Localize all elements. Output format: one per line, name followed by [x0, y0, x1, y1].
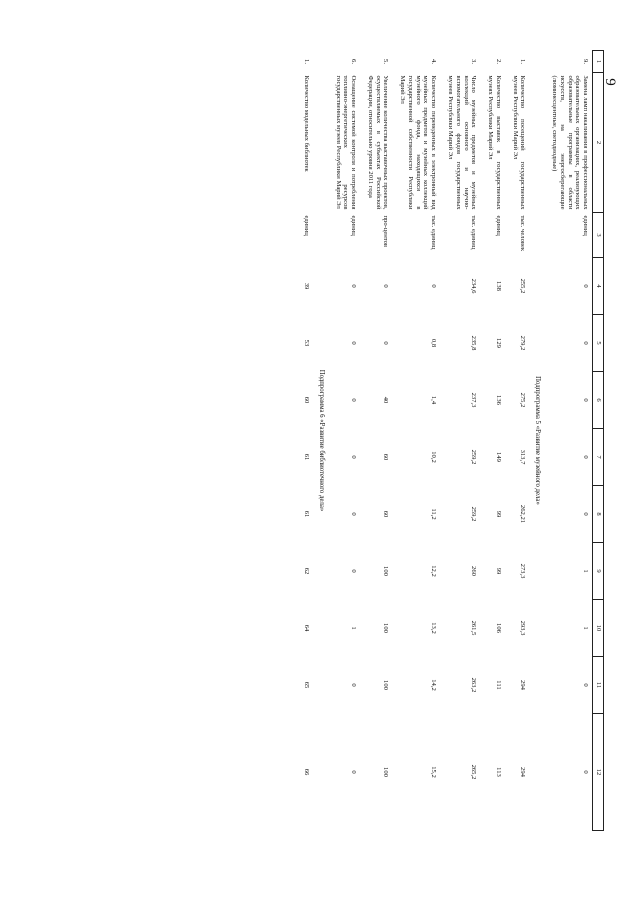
indicators-table	[296, 50, 604, 831]
value-cell: 0	[382, 341, 390, 345]
column-header-1: 1	[593, 51, 604, 73]
row-number: 1.	[302, 59, 310, 64]
value-cell: 13,2	[430, 622, 438, 634]
value-cell: 100	[382, 767, 390, 777]
unit-of-measure: единиц	[350, 215, 358, 236]
value-cell: 0	[430, 284, 438, 288]
row-number: 6.	[350, 59, 358, 64]
value-cell: 0	[582, 398, 590, 402]
value-cell: 259,2	[470, 449, 478, 465]
value-cell: 100	[382, 680, 390, 690]
column-header-12: 12	[593, 714, 604, 831]
value-cell: 53	[302, 339, 310, 347]
unit-of-measure: единиц	[582, 215, 590, 236]
table-row	[328, 51, 360, 831]
table-row	[296, 51, 313, 831]
value-cell: 275,2	[519, 392, 527, 408]
value-cell: 11,2	[430, 508, 438, 520]
column-header-11: 11	[593, 657, 604, 714]
indicator-name: Количество переведенных в электронный вид музейных предметов и музейных коллекций музейного фонда, находящихся в государственной собственности Республики Марий Эл	[399, 75, 438, 210]
column-header-10: 10	[593, 600, 604, 657]
value-cell: 263,2	[470, 677, 478, 693]
value-cell: 1	[350, 626, 358, 630]
value-cell: 260	[470, 566, 478, 576]
table-body	[296, 51, 593, 831]
indicator-name: Число музейных предметов и музейных коллекций основного и научно-вспомогательного фондов государственных музеев Республики Марий Эл	[447, 75, 478, 210]
value-cell: 100	[382, 566, 390, 576]
value-cell: 129	[494, 338, 502, 348]
column-header-6: 6	[593, 372, 604, 429]
indicator-name: Количество модельных библиотек	[302, 75, 310, 172]
table-row	[544, 51, 592, 831]
section-title-row	[313, 51, 328, 831]
value-cell: 14,2	[430, 679, 438, 691]
value-cell: 99	[494, 510, 502, 518]
value-cell: 111	[494, 680, 502, 690]
value-cell: 235,8	[470, 335, 478, 351]
value-cell: 0	[582, 770, 590, 774]
row-number: 9.	[582, 59, 590, 64]
unit-of-measure: тыс. человек	[519, 215, 527, 252]
rotated-table-frame	[114, 50, 604, 830]
value-cell: 279,2	[519, 335, 527, 351]
value-cell: 106	[494, 623, 502, 633]
unit-of-measure: единиц	[302, 215, 310, 236]
value-cell: 61	[302, 510, 310, 518]
value-cell: 15,2	[430, 766, 438, 778]
value-cell: 12,2	[430, 565, 438, 577]
page-number: 9	[602, 78, 618, 86]
value-cell: 237,3	[470, 392, 478, 408]
value-cell: 60	[382, 453, 390, 461]
value-cell: 0	[582, 683, 590, 687]
value-cell: 10,2	[430, 451, 438, 463]
row-number: 5.	[382, 59, 390, 64]
unit-of-measure: единиц	[494, 215, 502, 236]
value-cell: 1	[582, 569, 590, 573]
value-cell: 39	[302, 282, 310, 290]
value-cell: 0	[582, 512, 590, 516]
table-row	[440, 51, 480, 831]
value-cell: 0	[350, 284, 358, 288]
value-cell: 1,4	[430, 395, 438, 405]
indicator-name: Количество выставок в государственных музеях Республики Марий Эл	[487, 75, 502, 210]
value-cell: 259,2	[470, 506, 478, 522]
value-cell: 261,5	[470, 620, 478, 636]
value-cell: 60	[382, 510, 390, 518]
table-row	[505, 51, 530, 831]
value-cell: 65	[302, 681, 310, 689]
table-row	[480, 51, 505, 831]
value-cell: 113	[494, 767, 502, 777]
value-cell: 234,6	[470, 278, 478, 294]
value-cell: 313,7	[519, 449, 527, 465]
table-row	[392, 51, 440, 831]
value-cell: 255,2	[519, 278, 527, 294]
value-cell: 61	[302, 453, 310, 461]
indicator-name: Увеличение количества выставочных проектов, осуществляемых в субъектах Российской Федерации, относительно уровня 2011 года	[366, 75, 390, 210]
value-cell: 40	[382, 396, 390, 404]
column-header-3: 3	[593, 213, 604, 258]
value-cell: 100	[382, 623, 390, 633]
value-cell: 62	[302, 567, 310, 575]
unit-of-measure: тыс. единиц	[430, 215, 438, 250]
column-header-5: 5	[593, 315, 604, 372]
section-title: Подпрограмма 6 «Развитие библиотечного дела»	[317, 369, 325, 512]
value-cell: 0,8	[430, 338, 438, 348]
value-cell: 0	[382, 284, 390, 288]
value-cell: 0	[582, 341, 590, 345]
indicator-name: Замена ламп накаливания в профессиональных образовательных организациях, реализующих образовательные программы в области искусств, на энергосберегающие (люминесцентные, светодиодные)	[551, 75, 590, 210]
value-cell: 0	[350, 683, 358, 687]
section-title: Подпрограмма 5 «Развитие музейного дела»	[534, 376, 542, 505]
value-cell: 99	[494, 567, 502, 575]
value-cell: 136	[494, 395, 502, 405]
row-number: 1.	[519, 59, 527, 64]
row-number: 2.	[494, 59, 502, 64]
value-cell: 265,2	[470, 764, 478, 780]
column-header-2: 2	[593, 73, 604, 213]
value-cell: 0	[350, 398, 358, 402]
indicator-name: Оснащение системой контроля и потребления топливно-энергетических ресурсов государственных музеев Республики Марий Эл	[334, 75, 358, 210]
value-cell: 0	[350, 455, 358, 459]
table-row	[360, 51, 392, 831]
value-cell: 294	[519, 767, 527, 777]
value-cell: 0	[350, 512, 358, 516]
value-cell: 0	[350, 770, 358, 774]
row-number: 3.	[470, 59, 478, 64]
column-header-7: 7	[593, 429, 604, 486]
value-cell: 0	[350, 569, 358, 573]
value-cell: 60	[302, 396, 310, 404]
value-cell: 0	[350, 341, 358, 345]
value-cell: 149	[494, 452, 502, 462]
column-header-9: 9	[593, 543, 604, 600]
value-cell: 64	[302, 624, 310, 632]
indicator-name: Количество посещений государственных музеев Республики Марий Эл	[511, 75, 527, 210]
value-cell: 273,3	[519, 563, 527, 579]
value-cell: 262,21	[519, 504, 527, 524]
row-number: 4.	[430, 59, 438, 64]
value-cell: 294	[519, 680, 527, 690]
value-cell: 1	[582, 626, 590, 630]
value-cell: 0	[582, 455, 590, 459]
column-header-row	[593, 51, 604, 831]
column-header-4: 4	[593, 258, 604, 315]
value-cell: 0	[582, 284, 590, 288]
value-cell: 293,3	[519, 620, 527, 636]
section-title-row	[529, 51, 544, 831]
value-cell: 138	[494, 281, 502, 291]
unit-of-measure: тыс. единиц	[470, 215, 478, 250]
unit-of-measure: про-центов	[382, 215, 390, 248]
column-header-8: 8	[593, 486, 604, 543]
value-cell: 66	[302, 768, 310, 776]
